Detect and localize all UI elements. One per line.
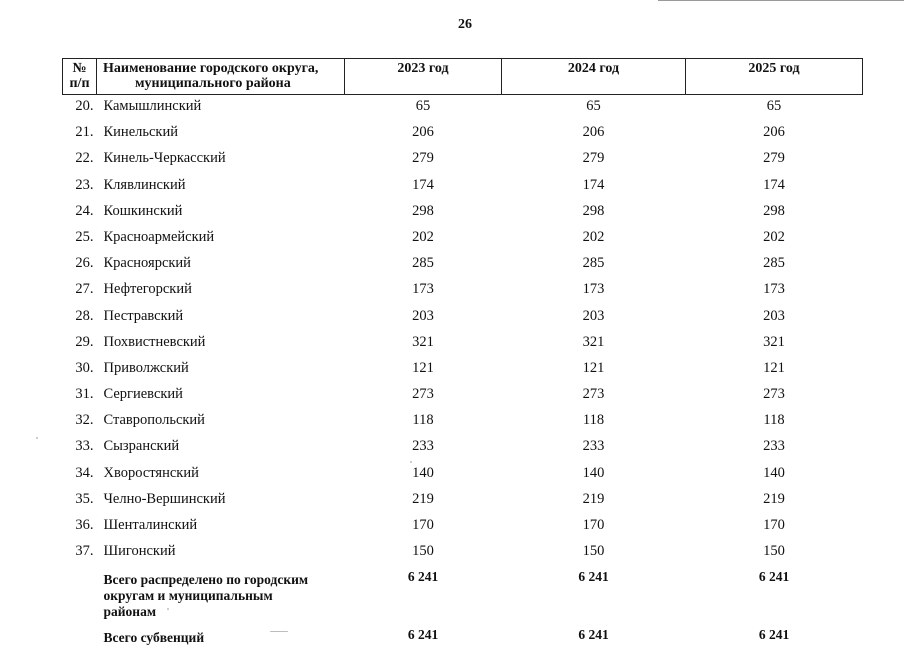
column-header-number-line2: п/п: [69, 76, 90, 91]
row-number: 26.: [75, 255, 94, 272]
district-name: Похвистневский: [103, 333, 206, 350]
total-distributed-label-line3: районам: [103, 604, 157, 620]
district-name: Шенталинский: [103, 517, 198, 533]
value-2025: 203: [763, 307, 785, 324]
total-subventions-2024: 6 241: [578, 627, 609, 643]
value-2025: 118: [763, 412, 785, 429]
district-name: Камышлинский: [103, 98, 202, 114]
scan-speck: [36, 437, 38, 439]
value-2023: 118: [412, 412, 434, 429]
column-header-number: [63, 59, 97, 95]
column-header-2023: 2023 год: [345, 59, 502, 95]
column-header-name-line1: Наименование городского округа,: [103, 61, 319, 76]
page-number: 26: [458, 17, 472, 32]
total-distributed-label-line2: округам и муниципальным: [103, 588, 273, 604]
table-row: [63, 305, 863, 331]
value-2025: 150: [763, 543, 785, 560]
row-number: 32.: [75, 412, 94, 429]
value-2023: 173: [412, 281, 434, 298]
table-header-row: [63, 59, 863, 95]
row-number: 27.: [75, 281, 94, 298]
table-row: [63, 409, 863, 435]
value-2023: 273: [412, 386, 434, 403]
table-row: [63, 278, 863, 304]
row-number: 28.: [75, 307, 94, 324]
row-number: 23.: [75, 176, 94, 193]
value-2023: 279: [412, 150, 434, 167]
table-row: [63, 174, 863, 200]
table-row: [63, 540, 863, 566]
value-2024: 233: [582, 438, 605, 455]
column-header-name-line2: муниципального района: [135, 76, 291, 91]
column-header-name: [97, 59, 345, 95]
table-row: [63, 383, 863, 409]
value-2024: 173: [582, 281, 605, 298]
row-number: 33.: [75, 438, 94, 455]
total-distributed-2024: 6 241: [578, 569, 609, 585]
value-2025: 233: [763, 438, 785, 455]
subvention-distribution-table: [62, 58, 863, 656]
value-2024: 219: [582, 490, 605, 507]
value-2023: 219: [412, 490, 434, 507]
total-subventions-label: Всего субвенций: [103, 630, 205, 646]
value-2024: 206: [582, 124, 605, 141]
value-2024: 202: [582, 228, 605, 245]
district-name: Кинельский: [103, 124, 178, 141]
value-2025: 202: [763, 228, 785, 245]
table-row: [63, 488, 863, 514]
value-2025: 140: [763, 464, 785, 481]
value-2023: 140: [412, 464, 434, 481]
scan-speck: [410, 461, 412, 463]
value-2024: 298: [582, 202, 605, 219]
top-edge-rule: [658, 0, 904, 1]
value-2025: 174: [763, 176, 785, 193]
value-2024: 118: [582, 412, 605, 429]
district-name: Сергиевский: [103, 386, 183, 403]
row-number: 25.: [75, 228, 94, 245]
value-2023: 65: [415, 98, 431, 114]
total-subventions-row: [63, 624, 863, 656]
value-2025: 285: [763, 255, 785, 272]
district-name: Клявлинский: [103, 176, 186, 193]
value-2023: 206: [412, 124, 434, 141]
column-header-number-line1: №: [72, 61, 87, 76]
value-2023: 298: [412, 202, 434, 219]
table-row: [63, 357, 863, 383]
value-2024: 65: [586, 98, 601, 114]
value-2023: 321: [412, 333, 434, 350]
row-number: 37.: [75, 543, 94, 560]
row-number: 20.: [75, 98, 94, 114]
row-number: 35.: [75, 490, 94, 507]
scan-speck: [270, 631, 288, 632]
total-subventions-2025: 6 241: [758, 627, 790, 643]
value-2025: 121: [763, 359, 785, 376]
district-name: Пестравский: [103, 307, 184, 324]
table-row: [63, 514, 863, 540]
value-2025: 321: [763, 333, 785, 350]
total-row-number-cell: [63, 624, 97, 656]
district-name: Кинель-Черкасский: [103, 150, 226, 167]
value-2024: 174: [582, 176, 605, 193]
table-row: [63, 252, 863, 278]
total-distributed-label: [97, 566, 345, 624]
value-2025: 173: [763, 281, 785, 298]
value-2024: 279: [582, 150, 605, 167]
district-name: Кошкинский: [103, 202, 183, 219]
district-name: Нефтегорский: [103, 281, 192, 298]
row-number: 29.: [75, 333, 94, 350]
value-2024: 140: [582, 464, 605, 481]
value-2023: 150: [412, 543, 434, 560]
row-number: 22.: [75, 150, 94, 167]
value-2024: 285: [582, 255, 605, 272]
table-row: [63, 121, 863, 147]
total-distributed-row: [63, 566, 863, 624]
value-2024: 321: [582, 333, 605, 350]
column-header-2024: 2024 год: [502, 59, 686, 95]
table-row: [63, 147, 863, 173]
table-row: [63, 226, 863, 252]
district-name: Хворостянский: [103, 464, 199, 481]
row-number: 30.: [75, 359, 94, 376]
value-2023: 170: [412, 517, 434, 533]
table-row: [63, 462, 863, 488]
value-2025: 298: [763, 202, 785, 219]
total-distributed-2025: 6 241: [758, 569, 790, 585]
value-2025: 279: [763, 150, 785, 167]
row-number: 21.: [75, 124, 94, 141]
row-number: 34.: [75, 464, 94, 481]
value-2025: 65: [766, 98, 782, 114]
value-2023: 203: [412, 307, 434, 324]
value-2025: 170: [763, 517, 785, 533]
value-2023: 285: [412, 255, 434, 272]
value-2024: 203: [582, 307, 605, 324]
row-number: 31.: [75, 386, 94, 403]
table-row: [63, 200, 863, 226]
row-number: 36.: [75, 517, 94, 533]
value-2023: 202: [412, 228, 434, 245]
table-row: [63, 95, 863, 122]
scan-speck: [167, 608, 169, 610]
district-name: Сызранский: [103, 438, 180, 455]
total-distributed-label-line1: Всего распределено по городским: [103, 572, 309, 588]
table-row: [63, 331, 863, 357]
district-name: Красноярский: [103, 255, 191, 272]
total-row-number-cell: [63, 566, 97, 624]
total-subventions-2023: 6 241: [407, 627, 439, 643]
total-distributed-2023: 6 241: [407, 569, 439, 585]
value-2023: 121: [412, 359, 434, 376]
value-2025: 206: [763, 124, 785, 141]
table-row: [63, 435, 863, 461]
value-2024: 121: [582, 359, 605, 376]
value-2024: 170: [582, 517, 605, 533]
value-2024: 150: [582, 543, 605, 560]
district-name: Челно-Вершинский: [103, 490, 226, 507]
value-2025: 273: [763, 386, 785, 403]
value-2023: 174: [412, 176, 434, 193]
row-number: 24.: [75, 202, 94, 219]
value-2025: 219: [763, 490, 785, 507]
district-name: Ставропольский: [103, 412, 205, 429]
district-name: Шигонский: [103, 543, 176, 560]
column-header-2025: 2025 год: [686, 59, 863, 95]
district-name: Красноармейский: [103, 228, 215, 245]
district-name: Приволжский: [103, 359, 189, 376]
value-2024: 273: [582, 386, 605, 403]
value-2023: 233: [412, 438, 434, 455]
